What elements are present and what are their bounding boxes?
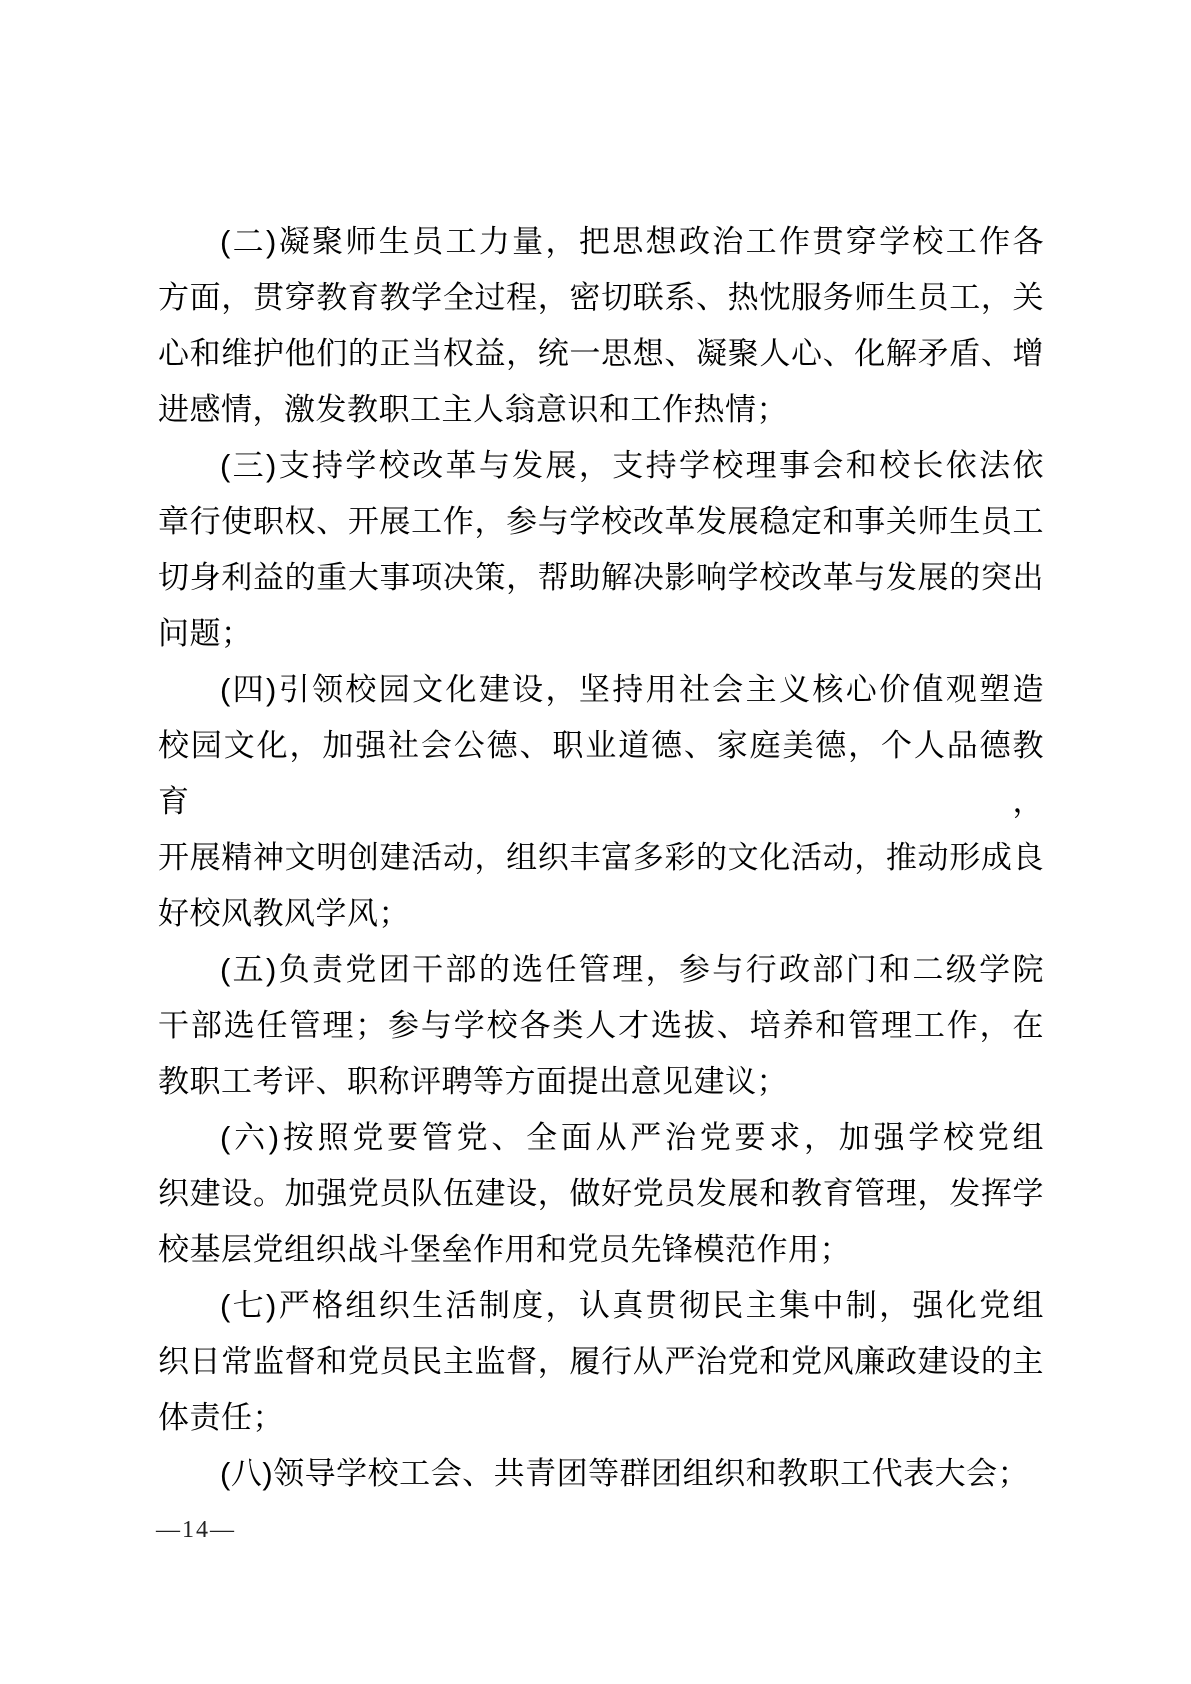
text-line: 干部选任管理；参与学校各类人才选拔、培养和管理工作，在 — [158, 1008, 1044, 1043]
text-line: (三)支持学校改革与发展，支持学校理事会和校长依法依 — [220, 448, 1044, 483]
text-line: 校园文化，加强社会公德、职业道德、家庭美德，个人品德教育， — [158, 728, 1044, 819]
text-line: 好校风教风学风； — [158, 896, 410, 931]
text-line: (七)严格组织生活制度，认真贯彻民主集中制，强化党组 — [220, 1288, 1044, 1323]
paragraph — [158, 214, 1044, 438]
text-line: (五)负责党团干部的选任管理，参与行政部门和二级学院 — [220, 952, 1044, 987]
text-line: 方面，贯穿教育教学全过程，密切联系、热忱服务师生员工，关 — [158, 280, 1044, 315]
paragraph — [158, 1446, 1044, 1502]
text-line: (六)按照党要管党、全面从严治党要求，加强学校党组 — [220, 1120, 1044, 1155]
paragraph — [158, 1278, 1044, 1446]
text-line: 心和维护他们的正当权益，统一思想、凝聚人心、化解矛盾、增 — [158, 336, 1044, 371]
text-line: 教职工考评、职称评聘等方面提出意见建议； — [158, 1064, 788, 1099]
text-line: 切身利益的重大事项决策，帮助解决影响学校改革与发展的突出 — [158, 560, 1044, 595]
text-line: 问题； — [158, 616, 253, 651]
paragraph — [158, 438, 1044, 662]
paragraph — [158, 662, 1044, 942]
text-line: (四)引领校园文化建设，坚持用社会主义核心价值观塑造 — [220, 672, 1044, 707]
text-line: (八)领导学校工会、共青团等群团组织和教职工代表大会； — [220, 1456, 1030, 1491]
page-number: —14— — [156, 1517, 236, 1543]
paragraph — [158, 1110, 1044, 1278]
paragraph — [158, 942, 1044, 1110]
document-body — [158, 214, 1044, 1502]
text-line: (二)凝聚师生员工力量，把思想政治工作贯穿学校工作各 — [220, 224, 1044, 259]
text-line: 织建设。加强党员队伍建设，做好党员发展和教育管理，发挥学 — [158, 1176, 1044, 1211]
text-line: 开展精神文明创建活动，组织丰富多彩的文化活动，推动形成良 — [158, 840, 1044, 875]
text-line: 进感情，激发教职工主人翁意识和工作热情； — [158, 392, 788, 427]
text-line: 织日常监督和党员民主监督，履行从严治党和党风廉政建设的主 — [158, 1344, 1044, 1379]
text-line: 校基层党组织战斗堡垒作用和党员先锋模范作用； — [158, 1232, 851, 1267]
text-line: 章行使职权、开展工作，参与学校改革发展稳定和事关师生员工 — [158, 504, 1044, 539]
text-line: 体责任； — [158, 1400, 284, 1435]
